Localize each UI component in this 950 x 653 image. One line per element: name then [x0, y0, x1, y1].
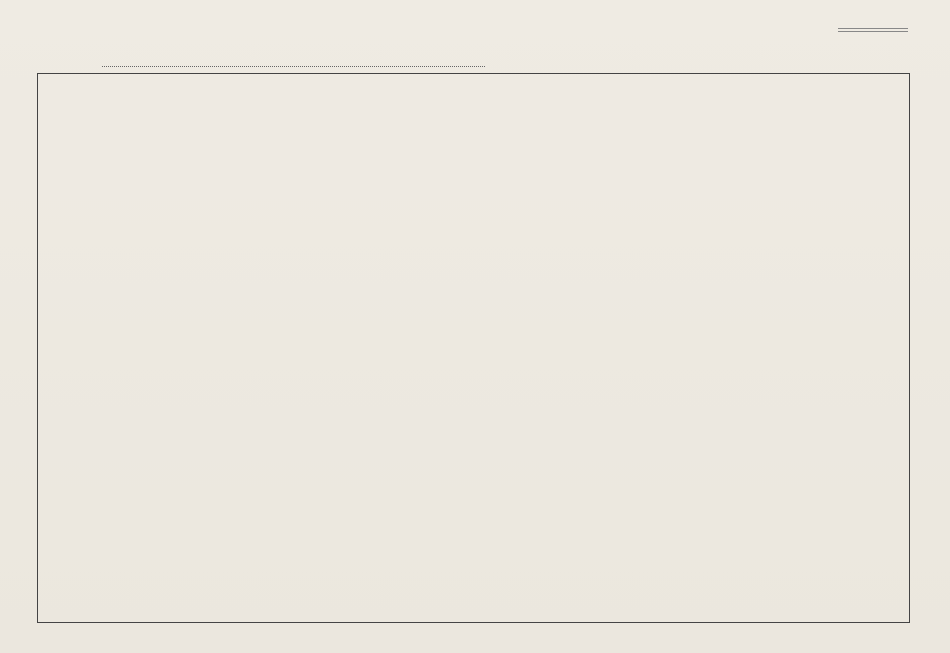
- folio-underline-2: [838, 31, 908, 32]
- ledger-table-frame: [37, 73, 910, 623]
- de-line: [102, 66, 485, 67]
- folio-underline: [838, 28, 908, 29]
